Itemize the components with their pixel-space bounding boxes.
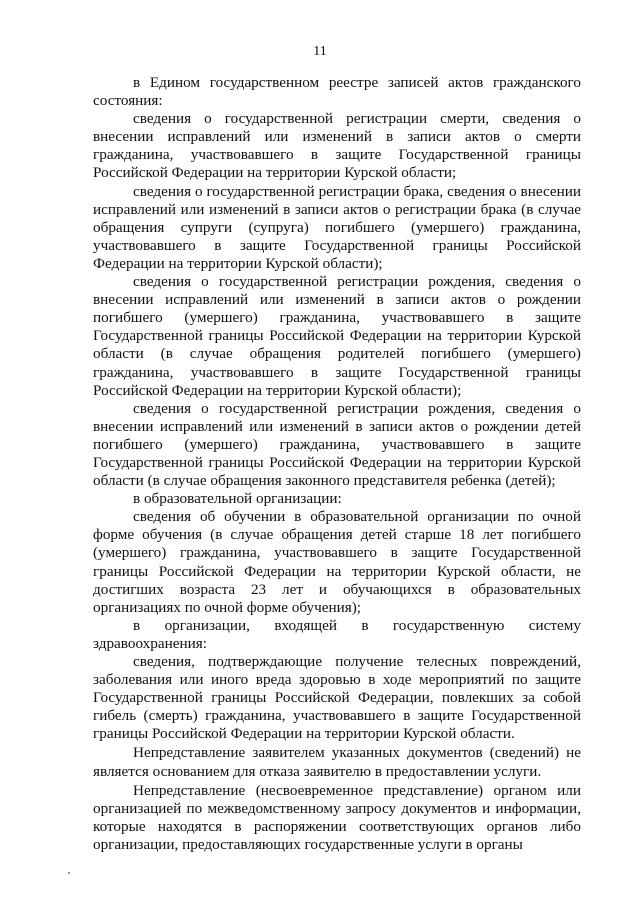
paragraph-education-info: сведения об обучении в образовательной организации по очной форме обучения (в случае обращения детей старше 18 лет погибшего (умершего) гражданина, участвовавшего в защите Государственной границы Российской Федерации на территории Курской области, не достигших возраста 23 лет и обучающихся в образовательных организациях по очной форме обучения); [93,508,581,616]
paragraph-civil-registry-heading: в Едином государственном реестре записей актов гражданского состояния: [93,74,581,110]
paragraph-injury-info: сведения, подтверждающие получение телесных повреждений, заболевания или иного вреда здоровью в ходе мероприятий по защите Государственной границы Российской Федерации, повлекших за собой гибель (смерть) гражданина, участвовавшего в защите Государственной границы Российской Федерации на территории Курской области. [93,653,581,743]
paragraph-interagency-request: Непредставление (несвоевременное представление) органом или организацией по межведомственному запросу документов и информации, которые находятся в распоряжении соответствующих органов либо организации, предоставляющих государственные услуги в органы [93,781,581,853]
paragraph-healthcare-org-heading: в организации, входящей в государственную систему здравоохранения: [93,616,581,652]
scan-speck [68,872,70,874]
paragraph-marriage-registration: сведения о государственной регистрации брака, сведения о внесении исправлений или изменений в записи актов о регистрации брака (в случае обращения супруги (супруга) погибшего (умершего) гражданина, участвовавшего в защите Государственной границы Российской Федерации на территории Курской области); [93,182,581,272]
paragraph-birth-registration-children: сведения о государственной регистрации рождения, сведения о внесении исправлений или изменений в записи актов о рождении детей погибшего (умершего) гражданина, участвовавшего в защите Государственной границы Российской Федерации на территории Курской области (в случае обращения законного представителя ребенка (детей); [93,399,581,490]
paragraph-birth-registration-deceased: сведения о государственной регистрации рождения, сведения о внесении исправлений или изменений в записи актов о рождении погибшего (умершего) гражданина, участвовавшего в защите Государственной границы Российской Федерации на территории Курской области (в случае обращения родителей погибшего (умершего) гражданина, участвовавшего в защите Государственной границы Российской Федерации на территории Курской области); [93,273,581,399]
paragraph-non-submission: Непредставление заявителем указанных документов (сведений) не является основанием для отказа заявителю в предоставлении услуги. [93,744,581,780]
document-body [93,74,581,854]
page-number: 11 [313,44,327,59]
paragraph-death-registration: сведения о государственной регистрации смерти, сведения о внесении исправлений или изменений в записи актов о смерти гражданина, участвовавшего в защите Государственной границы Российской Федерации на территории Курской области; [93,110,581,182]
paragraph-educational-org-heading: в образовательной организации: [133,490,342,508]
